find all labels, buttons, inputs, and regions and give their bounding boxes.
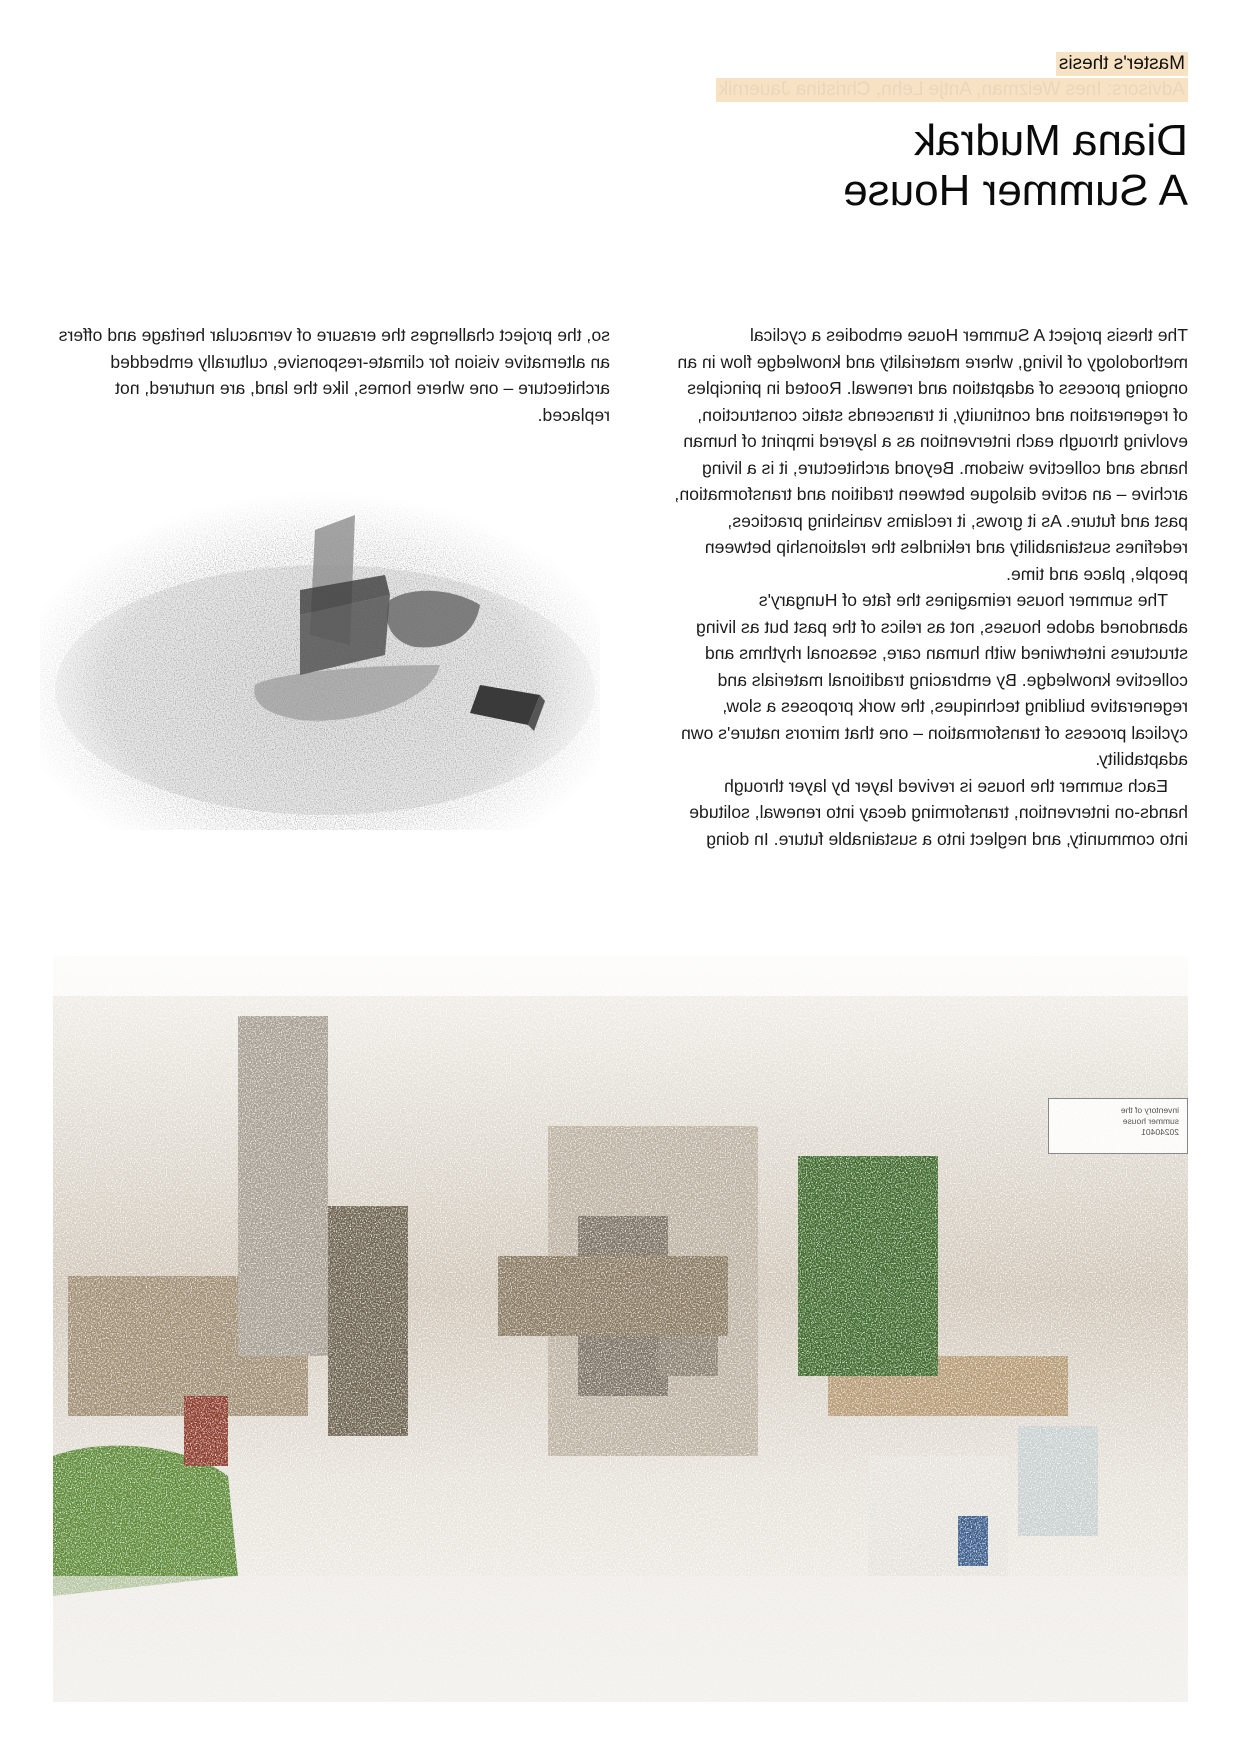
page-title: [588, 116, 1188, 216]
inventory-label: [1048, 1098, 1188, 1154]
advisors-line: Advisors: Ines Weizman, Antje Lehn, Christina Jauernik: [716, 78, 1188, 102]
body-paragraph-2: The summer house reimagines the fate of Hungary's abandoned adobe houses, not as relics of the past but as living structures intertwined with human care, seasonal rhythms and collective knowledge. By embracing traditional materials and regenerative building techniques, the work proposes a slow, cyclical process of transformation – one that mirrors nature's own adaptability.: [681, 590, 1188, 769]
site-photogrammetry-image: [53, 956, 1188, 1702]
body-column-right: [50, 322, 610, 428]
inventory-line: 20240401: [1141, 1127, 1179, 1137]
body-paragraph-1: The thesis project A Summer House embodies a cyclical methodology of living, where materiality and knowledge flow in an ongoing process of adaptation and renewal. Rooted in principles of regeneration and continuity, it transcends static construction, evolving through each intervention as a layered imprint of human hands and collective wisdom. Beyond architecture, it is a living archive – an active dialogue between tradition and transformation, past and future. As it grows, it reclaims vanishing practices, redefines sustainability and rekindles the relationship between people, place and time.: [674, 325, 1188, 584]
header: [588, 52, 1188, 216]
thesis-label: Master's thesis: [1056, 52, 1188, 76]
inventory-line: summer house: [1122, 1116, 1179, 1126]
author-name: Diana Mudrak: [914, 116, 1188, 165]
project-title: A Summer House: [843, 166, 1188, 215]
adobe-stove-sketch: [40, 475, 600, 830]
body-paragraph-3: Each summer the house is revived layer by layer through hands-on intervention, transforming decay into renewal, solitude into community, and neglect into a sustainable future. In doing: [689, 775, 1188, 849]
body-paragraph-4: so, the project challenges the erasure of vernacular heritage and offers an alternative vision for climate-responsive, culturally embedded architecture – one where homes, like the land, are nurtured, not replaced.: [58, 325, 610, 425]
body-column-left: [668, 322, 1188, 852]
inventory-line: inventory of the: [1120, 1105, 1179, 1115]
